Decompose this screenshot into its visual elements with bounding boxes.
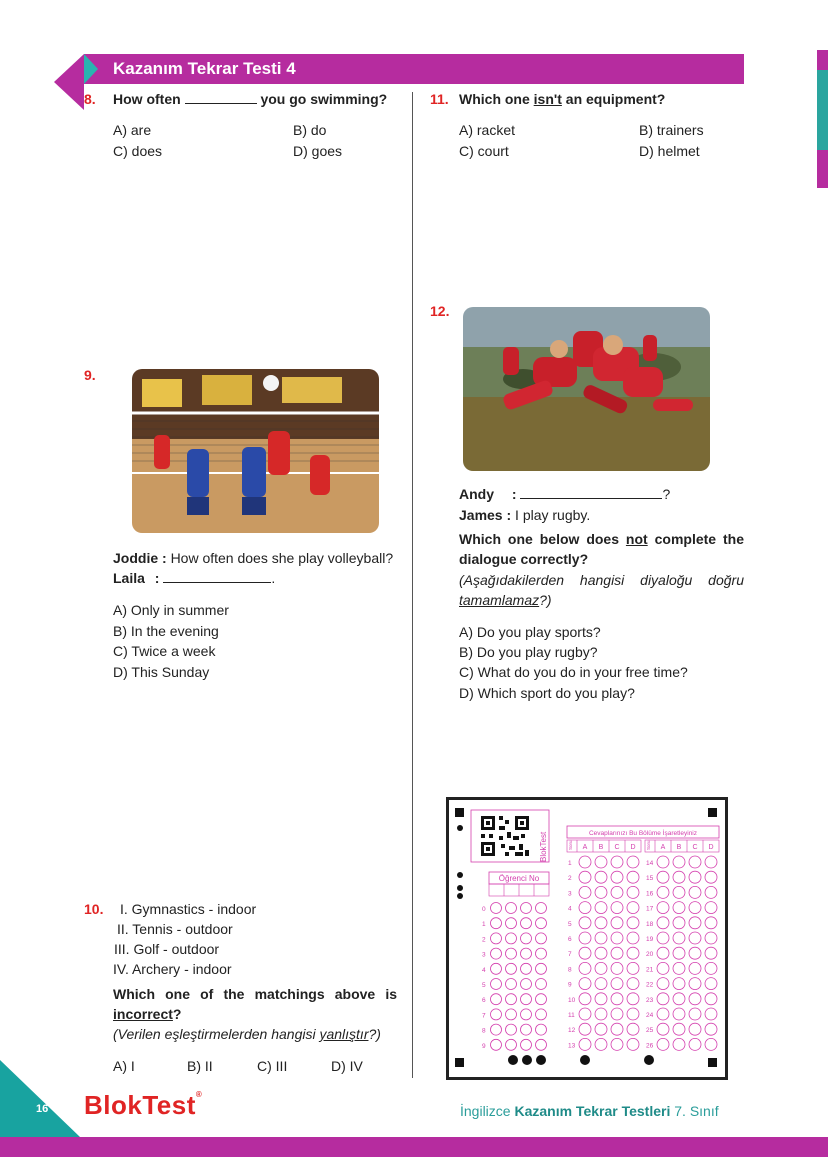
optic-bubble[interactable] bbox=[689, 1023, 701, 1035]
optic-bubble[interactable] bbox=[491, 963, 502, 974]
brand-registered-mark: ® bbox=[195, 1090, 203, 1099]
optic-bubble[interactable] bbox=[657, 978, 669, 990]
q12-blank bbox=[520, 487, 662, 499]
optic-bubble[interactable] bbox=[595, 856, 607, 868]
optic-bubble[interactable] bbox=[506, 979, 517, 990]
optic-bubble[interactable] bbox=[673, 947, 685, 959]
optic-question-number: 4 bbox=[568, 905, 572, 913]
optic-bubble[interactable] bbox=[579, 871, 591, 883]
optic-bubble[interactable] bbox=[521, 903, 532, 914]
optic-bubble[interactable] bbox=[705, 871, 717, 883]
optic-bubble[interactable] bbox=[491, 948, 502, 959]
optic-bubble[interactable] bbox=[521, 994, 532, 1005]
optic-question-number: 24 bbox=[646, 1012, 654, 1019]
optic-bubble[interactable] bbox=[506, 903, 517, 914]
q9-line2: Laila : . bbox=[113, 570, 276, 586]
optic-bubble[interactable] bbox=[579, 978, 591, 990]
optic-bubble[interactable] bbox=[536, 1024, 547, 1035]
optic-bubble[interactable] bbox=[611, 962, 623, 974]
q9-number: 9. bbox=[84, 367, 96, 383]
q8-option-b[interactable]: B) do bbox=[293, 122, 327, 138]
q12-line2 bbox=[459, 507, 590, 523]
q9-option-b[interactable]: B) In the evening bbox=[113, 623, 219, 639]
q12-turkish-b: tamamlamaz bbox=[459, 592, 540, 608]
optic-bubble[interactable] bbox=[536, 948, 547, 959]
optic-bubble[interactable] bbox=[657, 947, 669, 959]
optic-bubble[interactable] bbox=[673, 932, 685, 944]
optic-bubble[interactable] bbox=[657, 856, 669, 868]
optic-bubble[interactable] bbox=[673, 962, 685, 974]
optic-bubble[interactable] bbox=[611, 993, 623, 1005]
footer-text-c: 7. Sınıf bbox=[670, 1103, 719, 1119]
q12-option-d[interactable]: D) Which sport do you play? bbox=[459, 685, 635, 701]
optic-question-number: 8 bbox=[568, 966, 572, 974]
optic-bubble[interactable] bbox=[579, 1023, 591, 1035]
q12-option-b[interactable]: B) Do you play rugby? bbox=[459, 644, 598, 660]
optic-bubble[interactable] bbox=[689, 962, 701, 974]
optic-bubble[interactable] bbox=[595, 962, 607, 974]
q8-question bbox=[113, 91, 387, 107]
q11-option-c[interactable]: C) court bbox=[459, 143, 509, 159]
q12-question-line2: dialogue correctly? bbox=[459, 551, 589, 567]
optic-letter-label: B bbox=[598, 844, 604, 851]
optic-bubble[interactable] bbox=[595, 1038, 607, 1050]
optic-bubble[interactable] bbox=[705, 978, 717, 990]
optic-question-number: 17 bbox=[646, 905, 654, 913]
q12-line1-end: ? bbox=[662, 486, 671, 502]
optic-digit-label: 0 bbox=[482, 906, 486, 913]
q9-option-a[interactable]: A) Only in summer bbox=[113, 602, 229, 618]
optic-bubble[interactable] bbox=[657, 917, 669, 929]
optic-bubble[interactable] bbox=[521, 1009, 532, 1020]
optic-bubble[interactable] bbox=[627, 902, 639, 914]
optic-bubble[interactable] bbox=[506, 948, 517, 959]
optic-bubble[interactable] bbox=[673, 993, 685, 1005]
optic-bubble[interactable] bbox=[673, 917, 685, 929]
optic-question-number: 21 bbox=[646, 966, 654, 974]
q9-speaker-laila: Laila bbox=[113, 570, 145, 586]
optic-question-number: 5 bbox=[568, 920, 572, 928]
footer-bar bbox=[0, 1137, 828, 1157]
optic-bubble[interactable] bbox=[627, 962, 639, 974]
optic-bubble[interactable] bbox=[595, 917, 607, 929]
q9-line2-colon: : bbox=[154, 570, 160, 586]
optic-bubble[interactable] bbox=[595, 993, 607, 1005]
optic-letter-label: C bbox=[614, 844, 620, 851]
optic-bubble[interactable] bbox=[579, 902, 591, 914]
optic-question-number: 7 bbox=[568, 951, 572, 959]
q12-option-c[interactable]: C) What do you do in your free time? bbox=[459, 664, 688, 680]
q8-option-c[interactable]: C) does bbox=[113, 143, 163, 159]
optic-bubble[interactable] bbox=[689, 947, 701, 959]
optic-question-number: 22 bbox=[646, 981, 654, 989]
q10-turkish bbox=[113, 1026, 381, 1042]
optic-bubble[interactable] bbox=[705, 947, 717, 959]
optic-bubble[interactable] bbox=[611, 871, 623, 883]
optic-question-number: 2 bbox=[568, 875, 572, 883]
optic-bubble[interactable] bbox=[491, 933, 502, 944]
optic-bubble[interactable] bbox=[611, 947, 623, 959]
optic-bubble[interactable] bbox=[627, 886, 639, 898]
footer-book-title bbox=[460, 1103, 719, 1119]
optic-bubble[interactable] bbox=[673, 902, 685, 914]
optic-digit-label: 7 bbox=[482, 1012, 486, 1020]
optic-bubble[interactable] bbox=[611, 1038, 623, 1050]
optic-bubble[interactable] bbox=[595, 932, 607, 944]
q10-question-mark: ? bbox=[172, 1006, 182, 1022]
footer-triangle bbox=[0, 1060, 80, 1137]
optic-bubble[interactable] bbox=[705, 993, 717, 1005]
qr-code-icon bbox=[481, 816, 529, 856]
optic-bubble[interactable] bbox=[611, 886, 623, 898]
optic-bubble[interactable] bbox=[521, 918, 532, 929]
optic-bubble[interactable] bbox=[689, 856, 701, 868]
optic-brand: BlokTest bbox=[539, 831, 548, 862]
side-tab-accent bbox=[817, 70, 828, 150]
optic-bubble[interactable] bbox=[673, 1023, 685, 1035]
q10-turkish-a: (Verilen eşleştirmelerden hangisi bbox=[113, 1026, 320, 1042]
optic-bubble[interactable] bbox=[689, 978, 701, 990]
optic-bubble[interactable] bbox=[689, 1038, 701, 1050]
optic-digit-label: 3 bbox=[482, 951, 486, 959]
optic-bubble[interactable] bbox=[521, 948, 532, 959]
optic-bubble[interactable] bbox=[521, 933, 532, 944]
optic-letter-label: D bbox=[630, 844, 636, 851]
optic-digit-label: 1 bbox=[482, 921, 486, 929]
q12-turkish-line1: (Aşağıdakilerden hangisi diyaloğu doğru bbox=[459, 572, 744, 588]
q12-question-not: not bbox=[625, 531, 648, 547]
footer-text-a: İngilizce bbox=[460, 1103, 515, 1119]
optic-bubble[interactable] bbox=[627, 1008, 639, 1020]
optic-bubble[interactable] bbox=[521, 1039, 532, 1050]
brand-logo-text: BlokTest bbox=[84, 1090, 196, 1120]
optic-bubble[interactable] bbox=[491, 918, 502, 929]
optic-bubble[interactable] bbox=[689, 917, 701, 929]
optic-bubble[interactable] bbox=[521, 1024, 532, 1035]
q11-text-a: Which one bbox=[459, 91, 530, 107]
optic-bubble[interactable] bbox=[705, 917, 717, 929]
optic-question-number: 3 bbox=[568, 890, 572, 898]
optic-question-number: 1 bbox=[568, 860, 572, 867]
q11-number: 11. bbox=[430, 91, 449, 107]
optic-bubble[interactable] bbox=[705, 932, 717, 944]
header-arrow bbox=[54, 54, 84, 110]
q12-turkish-c: ?) bbox=[539, 592, 552, 608]
optic-question-number: 11 bbox=[568, 1012, 575, 1019]
optic-bubble[interactable] bbox=[595, 886, 607, 898]
optic-bubble[interactable] bbox=[657, 1008, 669, 1020]
optic-bubble[interactable] bbox=[689, 993, 701, 1005]
optic-question-number: 20 bbox=[646, 951, 654, 959]
q8-blank bbox=[185, 92, 257, 104]
optic-digit-label: 9 bbox=[482, 1042, 486, 1050]
optic-bubble[interactable] bbox=[689, 871, 701, 883]
optic-bubble[interactable] bbox=[657, 886, 669, 898]
q10-option-a[interactable]: A) I bbox=[113, 1058, 135, 1074]
optic-question-number: 19 bbox=[646, 936, 654, 943]
optic-bubble[interactable] bbox=[595, 1008, 607, 1020]
optic-bubble[interactable] bbox=[491, 1039, 502, 1050]
q10-question-line2 bbox=[113, 1006, 181, 1022]
q11-option-a[interactable]: A) racket bbox=[459, 122, 516, 138]
optic-letter-label: A bbox=[660, 844, 666, 851]
optic-bubble[interactable] bbox=[579, 932, 591, 944]
optic-student-no: Öğrenci No bbox=[498, 874, 540, 883]
q10-turkish-c: ?) bbox=[368, 1026, 381, 1042]
optic-bubble[interactable] bbox=[536, 903, 547, 914]
q10-option-b[interactable]: B) II bbox=[187, 1058, 213, 1074]
q10-option-d[interactable]: D) IV bbox=[331, 1058, 363, 1074]
rugby-photo bbox=[463, 307, 710, 471]
q12-line1 bbox=[459, 486, 670, 502]
footer-text-b: Kazanım Tekrar Testleri bbox=[514, 1103, 671, 1119]
optic-bubble[interactable] bbox=[689, 902, 701, 914]
q10-question-line1: Which one of the matchings above is bbox=[113, 986, 397, 1002]
optic-bubble[interactable] bbox=[689, 1008, 701, 1020]
optic-bubble[interactable] bbox=[579, 947, 591, 959]
optic-bubble[interactable] bbox=[657, 993, 669, 1005]
optic-col-label: Soru bbox=[646, 840, 651, 850]
q11-text-b: isn't bbox=[533, 91, 562, 107]
optic-bubble[interactable] bbox=[579, 886, 591, 898]
optic-answer-header: Cevaplarınızı Bu Bölüme İşaretleyiniz bbox=[588, 830, 698, 837]
page-number: 16 bbox=[36, 1103, 49, 1115]
page-title: Kazanım Tekrar Testi 4 bbox=[113, 59, 296, 78]
q9-option-c[interactable]: C) Twice a week bbox=[113, 643, 216, 659]
optic-bubble[interactable] bbox=[627, 1023, 639, 1035]
optic-letter-label: B bbox=[676, 844, 682, 851]
optic-bubble[interactable] bbox=[491, 979, 502, 990]
volleyball-photo bbox=[132, 369, 379, 533]
optic-form-graphic bbox=[449, 800, 725, 1077]
optic-digit-label: 2 bbox=[482, 936, 486, 944]
optic-bubble[interactable] bbox=[491, 1009, 502, 1020]
q9-blank bbox=[163, 571, 271, 583]
optic-bubble[interactable] bbox=[595, 871, 607, 883]
optic-bubble[interactable] bbox=[506, 918, 517, 929]
optic-bubble[interactable] bbox=[657, 1023, 669, 1035]
q11-text-c: an equipment? bbox=[565, 91, 666, 107]
q10-incorrect: incorrect bbox=[113, 1006, 173, 1022]
optic-digit-label: 4 bbox=[482, 966, 486, 974]
optic-bubble[interactable] bbox=[673, 871, 685, 883]
optic-question-number: 10 bbox=[568, 996, 576, 1004]
optic-question-number: 15 bbox=[646, 875, 654, 883]
optic-bubble[interactable] bbox=[491, 994, 502, 1005]
optic-bubble[interactable] bbox=[536, 979, 547, 990]
optic-bubble[interactable] bbox=[521, 979, 532, 990]
optic-question-number: 9 bbox=[568, 981, 572, 989]
optic-bubble[interactable] bbox=[705, 962, 717, 974]
optic-question-number: 6 bbox=[568, 936, 572, 943]
q10-item-3: III. Golf - outdoor bbox=[114, 941, 220, 957]
optic-digit-label: 6 bbox=[482, 997, 486, 1005]
optic-digit-label: 8 bbox=[482, 1027, 486, 1035]
optic-bubble[interactable] bbox=[579, 917, 591, 929]
q10-item-4: IV. Archery - indoor bbox=[113, 961, 232, 977]
optic-question-number: 12 bbox=[568, 1027, 576, 1035]
brand-logo bbox=[84, 1090, 202, 1121]
optic-bubble[interactable] bbox=[611, 1008, 623, 1020]
optic-bubble[interactable] bbox=[657, 932, 669, 944]
optic-bubble[interactable] bbox=[673, 886, 685, 898]
q10-number: 10. bbox=[84, 901, 104, 917]
optic-bubble[interactable] bbox=[595, 978, 607, 990]
q10-item-1: I. Gymnastics - indoor bbox=[120, 901, 257, 917]
optic-bubble[interactable] bbox=[627, 1038, 639, 1050]
optic-bubble[interactable] bbox=[536, 963, 547, 974]
optic-bubble[interactable] bbox=[536, 1009, 547, 1020]
q11-option-d[interactable]: D) helmet bbox=[639, 143, 700, 159]
optic-bubble[interactable] bbox=[611, 932, 623, 944]
q10-turkish-b: yanlıştır bbox=[319, 1026, 369, 1042]
optic-bubble[interactable] bbox=[627, 856, 639, 868]
optic-letter-label: A bbox=[582, 844, 588, 851]
optic-bubble[interactable] bbox=[673, 1038, 685, 1050]
optic-bubble[interactable] bbox=[705, 1023, 717, 1035]
optic-bubble[interactable] bbox=[705, 886, 717, 898]
q12-line2-text: I play rugby. bbox=[515, 507, 591, 523]
optic-bubble[interactable] bbox=[536, 1039, 547, 1050]
optic-bubble[interactable] bbox=[521, 963, 532, 974]
q12-question-c: complete the bbox=[654, 531, 744, 547]
optic-bubble[interactable] bbox=[506, 1024, 517, 1035]
optic-bubble[interactable] bbox=[627, 947, 639, 959]
optic-bubble[interactable] bbox=[627, 871, 639, 883]
q12-number: 12. bbox=[430, 303, 450, 319]
header-accent bbox=[84, 54, 98, 84]
optic-bubble[interactable] bbox=[627, 932, 639, 944]
optic-digit-label: 5 bbox=[482, 982, 486, 989]
q8-text-b: you go swimming? bbox=[260, 91, 388, 107]
q10-item-2: II. Tennis - outdoor bbox=[117, 921, 233, 937]
optic-bubble[interactable] bbox=[491, 1024, 502, 1035]
optic-bubble[interactable] bbox=[506, 994, 517, 1005]
optic-bubble[interactable] bbox=[579, 856, 591, 868]
column-divider bbox=[412, 92, 413, 1078]
optic-bubble[interactable] bbox=[536, 994, 547, 1005]
optic-bubble[interactable] bbox=[506, 963, 517, 974]
q8-text-a: How often bbox=[113, 91, 181, 107]
optic-bubble[interactable] bbox=[611, 902, 623, 914]
q10-option-c[interactable]: C) III bbox=[257, 1058, 288, 1074]
q8-option-a[interactable]: A) are bbox=[113, 122, 152, 138]
optic-question-number: 13 bbox=[568, 1042, 576, 1050]
q12-option-a[interactable]: A) Do you play sports? bbox=[459, 624, 601, 640]
optic-bubble[interactable] bbox=[506, 1009, 517, 1020]
optic-bubble[interactable] bbox=[705, 1008, 717, 1020]
optic-bubble[interactable] bbox=[579, 1008, 591, 1020]
optic-bubble[interactable] bbox=[506, 933, 517, 944]
optic-bubble[interactable] bbox=[627, 993, 639, 1005]
q9-line1-text: How often does she play volleyball? bbox=[170, 550, 394, 566]
optic-col-label: Soru bbox=[568, 840, 573, 850]
q11-option-b[interactable]: B) trainers bbox=[639, 122, 704, 138]
q8-number: 8. bbox=[84, 91, 96, 107]
optic-bubble[interactable] bbox=[536, 933, 547, 944]
optic-bubble[interactable] bbox=[611, 856, 623, 868]
optic-bubble[interactable] bbox=[657, 902, 669, 914]
optic-bubble[interactable] bbox=[611, 978, 623, 990]
optic-question-number: 18 bbox=[646, 920, 654, 928]
optic-question-number: 25 bbox=[646, 1027, 654, 1035]
optic-question-number: 26 bbox=[646, 1042, 654, 1050]
optic-bubble[interactable] bbox=[506, 1039, 517, 1050]
optic-question-number: 16 bbox=[646, 890, 654, 898]
optic-bubble[interactable] bbox=[689, 932, 701, 944]
optic-bubble[interactable] bbox=[657, 962, 669, 974]
optic-bubble[interactable] bbox=[705, 1038, 717, 1050]
q12-question-a: Which one below does bbox=[459, 531, 619, 547]
optic-bubble[interactable] bbox=[627, 978, 639, 990]
optic-bubble[interactable] bbox=[673, 978, 685, 990]
optic-bubble[interactable] bbox=[673, 1008, 685, 1020]
optic-letter-label: C bbox=[692, 844, 698, 851]
optic-bubble[interactable] bbox=[705, 902, 717, 914]
optic-bubble[interactable] bbox=[595, 947, 607, 959]
optic-bubble[interactable] bbox=[579, 993, 591, 1005]
optic-letter-label: D bbox=[708, 844, 714, 851]
optic-bubble[interactable] bbox=[627, 917, 639, 929]
optic-bubble[interactable] bbox=[595, 1023, 607, 1035]
optic-bubble[interactable] bbox=[657, 1038, 669, 1050]
optic-bubble[interactable] bbox=[611, 1023, 623, 1035]
optic-bubble[interactable] bbox=[689, 886, 701, 898]
optic-bubble[interactable] bbox=[673, 856, 685, 868]
q12-question-line1 bbox=[459, 531, 744, 547]
optic-bubble[interactable] bbox=[491, 903, 502, 914]
q9-line1 bbox=[113, 550, 393, 566]
q12-speaker-andy: Andy bbox=[459, 486, 494, 502]
q8-option-d[interactable]: D) goes bbox=[293, 143, 343, 159]
optic-question-number: 14 bbox=[646, 860, 654, 867]
optic-bubble[interactable] bbox=[536, 918, 547, 929]
q12-turkish-line2 bbox=[459, 592, 552, 608]
optic-bubble[interactable] bbox=[705, 856, 717, 868]
optic-answer-sheet bbox=[446, 797, 728, 1080]
optic-question-number: 23 bbox=[646, 996, 654, 1004]
q11-question bbox=[459, 91, 665, 107]
q12-speaker-james: James : bbox=[459, 507, 512, 523]
optic-bubble[interactable] bbox=[579, 1038, 591, 1050]
optic-bubble[interactable] bbox=[579, 962, 591, 974]
optic-bubble[interactable] bbox=[611, 917, 623, 929]
q9-option-d[interactable]: D) This Sunday bbox=[113, 664, 210, 680]
q12-line1-colon: : bbox=[511, 486, 517, 502]
q9-speaker-joddie: Joddie : bbox=[113, 550, 167, 566]
optic-bubble[interactable] bbox=[595, 902, 607, 914]
optic-bubble[interactable] bbox=[657, 871, 669, 883]
